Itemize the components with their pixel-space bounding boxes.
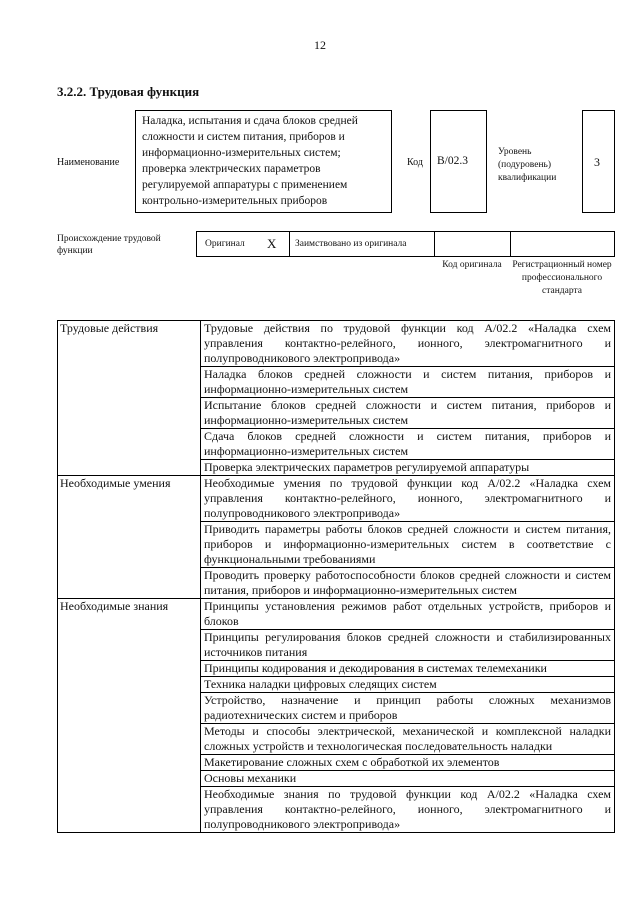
section-item: Принципы кодирования и декодирования в системах телемеханики [201, 661, 615, 677]
origin-divider [289, 232, 290, 256]
section-item: Макетирование сложных схем с обработкой их элементов [201, 755, 615, 771]
code-value: B/02.3 [437, 155, 468, 167]
section-item: Наладка блоков средней сложности и систем питания, приборов и информационно-измерительных систем [201, 367, 615, 398]
level-box [582, 110, 615, 213]
section-item: Принципы установления режимов работ отдельных устройств, приборов и блоков [201, 599, 615, 630]
section-item: Проверка электрических параметров регулируемой аппаратуры [201, 460, 615, 476]
section-item: Приводить параметры работы блоков средней сложности и систем питания, приборов и информационно-измерительных систем в соответствие с функциональными требованиями [201, 522, 615, 568]
level-label: Уровень (подуровень) квалификации [498, 147, 557, 183]
section-item: Испытание блоков средней сложности и систем питания, приборов и информационно-измерительных систем [201, 398, 615, 429]
section-item: Проводить проверку работоспособности блоков средней сложности и систем питания, приборов и информационно-измерительных систем [201, 568, 615, 599]
name-value: Наладка, испытания и сдача блоков средней сложности и систем питания, приборов и информационно-измерительных систем; проверка электрических параметров регулируемой аппаратуры с применением контрольно-измерительных приборов [142, 115, 358, 207]
section-item: Устройство, назначение и принцип работы сложных механизмов радиотехнических систем и приборов [201, 693, 615, 724]
section-item: Основы механики [201, 771, 615, 787]
origin-row [196, 231, 615, 257]
section-item: Техника наладки цифровых следящих систем [201, 677, 615, 693]
table-row [58, 321, 615, 367]
section-item: Методы и способы электрической, механической и комплексной наладки сложных устройств и технологическая последовательность наладки [201, 724, 615, 755]
section-item: Необходимые умения по трудовой функции код A/02.2 «Наладка схем управления контактно-релейного, ионного, электромагнитного и полупроводникового электропривода» [201, 476, 615, 522]
section-title: 3.2.2. Трудовая функция [57, 84, 200, 99]
table-row [58, 599, 615, 630]
origin-divider [434, 232, 435, 256]
section-header: Необходимые умения [58, 476, 201, 599]
section-item: Принципы регулирования блоков средней сложности и стабилизированных источников питания [201, 630, 615, 661]
origin-divider [510, 232, 511, 256]
origin-original-label: Оригинал [205, 239, 245, 249]
name-label: Наименование [57, 157, 120, 168]
code-label: Код [407, 157, 423, 168]
origin-reg-caption: Регистрационный номер профессионального стандарта [512, 260, 612, 296]
name-box [135, 110, 392, 213]
section-item: Трудовые действия по трудовой функции код A/02.2 «Наладка схем управления контактно-релейного, ионного, электромагнитного и полупроводникового электропривода» [201, 321, 615, 367]
section-header: Трудовые действия [58, 321, 201, 476]
origin-code-caption: Код оригинала [442, 260, 502, 270]
section-item: Необходимые знания по трудовой функции код A/02.2 «Наладка схем управления контактно-релейного, ионного, электромагнитного и полупроводникового электропривода» [201, 787, 615, 833]
section-item: Сдача блоков средней сложности и систем питания, приборов и информационно-измерительных систем [201, 429, 615, 460]
table-row [58, 476, 615, 522]
code-box [430, 110, 487, 213]
page-number: 12 [314, 38, 326, 52]
origin-mark: X [267, 236, 277, 251]
section-header: Необходимые знания [58, 599, 201, 833]
function-table [57, 320, 615, 833]
origin-label: Происхождение трудовой функции [57, 234, 161, 256]
origin-borrowed-label: Заимствовано из оригинала [295, 239, 407, 249]
level-value: 3 [594, 155, 600, 169]
